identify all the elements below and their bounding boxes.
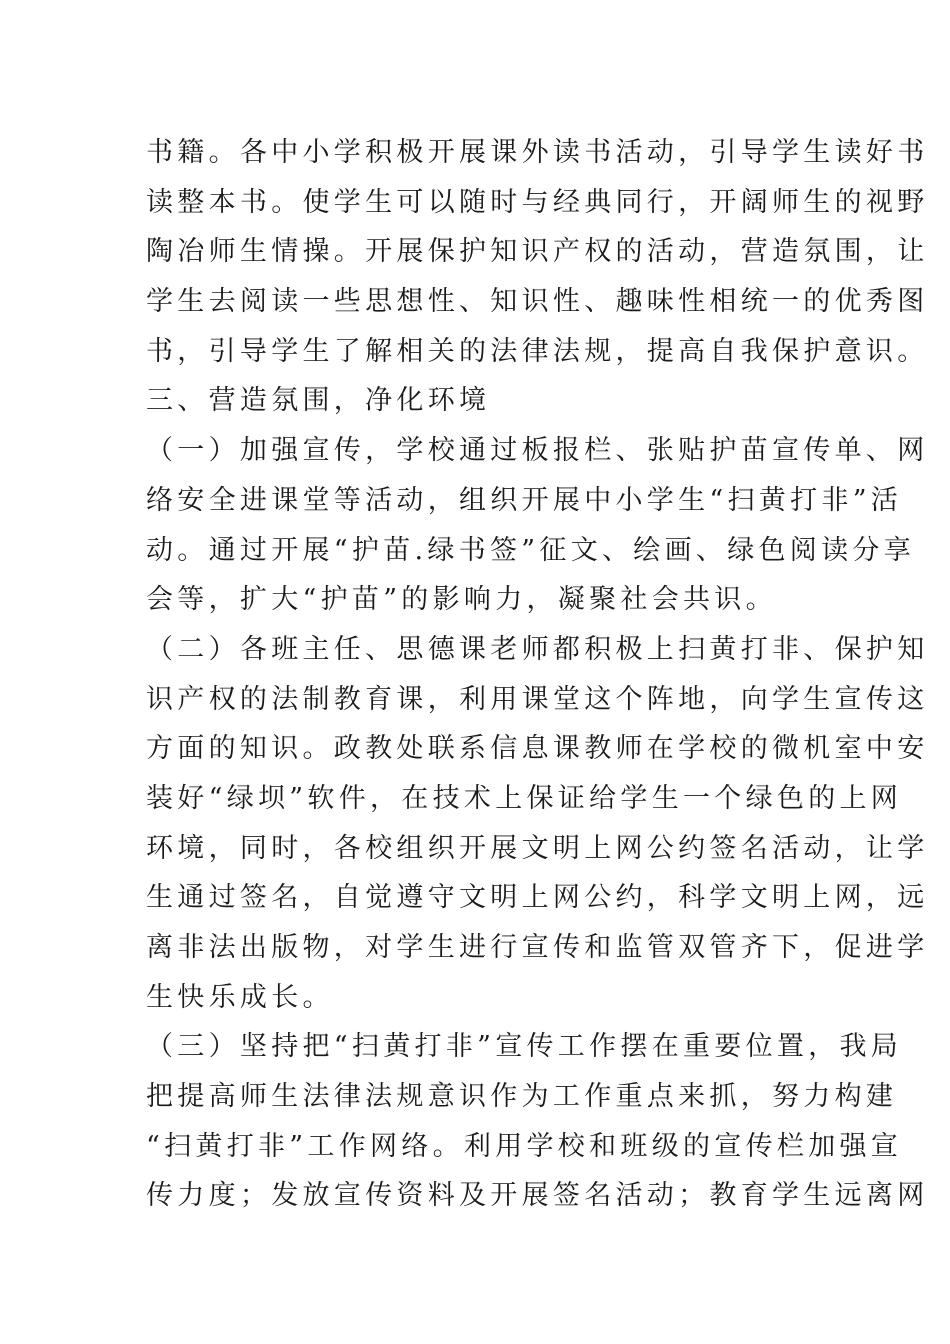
text-line-12: 识产权的法制教育课，利用课堂这个阵地，向学生宣传这 [146,683,929,715]
text-line-14: 装好“绿坝”软件，在技术上保证给学生一个绿色的上网 [146,782,903,814]
text-line-17: 离非法出版物，对学生进行宣传和监管双管齐下，促进学 [146,932,929,963]
text-line-11: （二）各班主任、思德课老师都积极上扫黄打非、保护知 [146,633,929,665]
text-line-15: 环境，同时，各校组织开展文明上网公约签名活动，让学 [146,832,929,864]
text-line-9: 动。通过开展“护苗.绿书签”征文、绘画、绿色阅读分享 [146,534,915,566]
text-line-21: “扫黄打非”工作网络。利用学校和班级的宣传栏加强宣 [146,1130,903,1162]
text-line-16: 生通过签名，自觉遵守文明上网公约，科学文明上网，远 [146,882,929,914]
text-line-13: 方面的知识。政教处联系信息课教师在学校的微机室中安 [146,733,929,765]
document-body [146,128,929,1221]
text-line-8: 络安全进课堂等活动，组织开展中小学生“扫黄打非”活 [146,484,903,516]
text-line-4: 学生去阅读一些思想性、知识性、趣味性相统一的优秀图 [146,286,929,318]
text-line-1: 书籍。各中小学积极开展课外读书活动，引导学生读好书 [146,137,929,168]
section-heading: 三、营造氛围，净化环境 [146,385,491,417]
text-line-22: 传力度；发放宣传资料及开展签名活动；教育学生远离网 [146,1180,929,1212]
text-line-5: 书，引导学生了解相关的法律法规，提高自我保护意识。 [146,335,929,367]
text-line-20: 把提高师生法律法规意识作为工作重点来抓，努力构建 [146,1081,898,1113]
text-line-10: 会等，扩大“护苗”的影响力，凝聚社会共识。 [146,584,777,616]
text-line-2: 读整本书。使学生可以随时与经典同行，开阔师生的视野 [146,186,929,218]
text-line-3: 陶冶师生情操。开展保护知识产权的活动，营造氛围，让 [146,236,929,268]
text-line-19: （三）坚持把“扫黄打非”宣传工作摆在重要位置，我局 [146,1031,903,1063]
text-line-7: （一）加强宣传，学校通过板报栏、张贴护苗宣传单、网 [146,435,929,467]
text-line-18: 生快乐成长。 [146,981,334,1013]
